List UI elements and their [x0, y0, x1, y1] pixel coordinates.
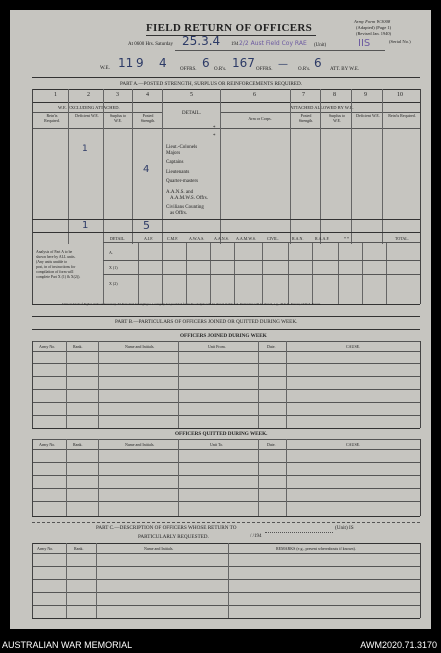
grid-line: [98, 341, 99, 428]
analysis-header: * *: [344, 236, 349, 241]
analysis-row-label: X (2): [109, 281, 118, 286]
detail-item: Captains: [166, 160, 184, 165]
analysis-header-rule: [103, 242, 420, 243]
grid-line: [210, 242, 211, 304]
grid-line: [220, 89, 221, 244]
quitted-header: CAUSE.: [346, 442, 361, 447]
analysis-header: R.A.A.F.: [315, 236, 330, 241]
revised-label: (Revised Jan. 1940): [356, 31, 391, 36]
col-number: 8: [333, 92, 336, 98]
we-value: 11: [118, 56, 134, 70]
col-number: 7: [302, 92, 305, 98]
detail-item: as Offrs.: [170, 211, 188, 216]
col-number: 3: [116, 92, 119, 98]
partC-bottom-rule: [32, 618, 420, 619]
unit-label: (Unit): [314, 43, 327, 48]
grid-line: [162, 242, 163, 304]
partA-title: PART A.—POSTED STRENGTH, SURPLUS OR REINFORCEMENTS REQUIRED.: [120, 81, 302, 87]
grid-line: [132, 89, 133, 244]
grid-line: [138, 242, 139, 304]
analysis-note-line: shown here by ALL units.: [36, 255, 76, 259]
grid-line: [96, 543, 97, 618]
grid-line: [420, 439, 421, 516]
joined-header: Date.: [267, 344, 276, 349]
footer-left: AUSTRALIAN WAR MEMORIAL: [2, 640, 133, 650]
partC-date-blank: / /194: [250, 534, 262, 539]
offrs-value: 6: [202, 56, 210, 70]
detail-item: Majors: [166, 151, 181, 156]
sub-header: Surplus to W.E.: [328, 113, 346, 123]
hw-total-col2: 1: [82, 220, 89, 231]
grid-line: [420, 341, 421, 428]
grid-line: [312, 242, 313, 304]
quitted-title-rule: [32, 439, 420, 440]
sub-header: Deficient W.E.: [75, 113, 99, 118]
partC-row-rule: [32, 592, 420, 593]
year-suffix: 194: [231, 42, 239, 47]
joined-row-rule: [32, 363, 420, 364]
partC-title: PART C.—DESCRIPTION OF OFFICERS WHOSE RETURN TO: [96, 525, 237, 531]
detail-item: Lieutenants: [166, 170, 190, 175]
joined-bottom-rule: [32, 428, 420, 429]
grid-line: [32, 341, 33, 428]
grid-line: [66, 439, 67, 516]
grid-line: [68, 89, 69, 244]
analysis-row-label: X (1): [109, 265, 118, 270]
quitted-header-rule: [32, 449, 420, 450]
joined-header: Rank.: [73, 344, 83, 349]
quitted-header: Army No.: [39, 442, 56, 447]
analysis-note-line: post, in of instructions for: [36, 265, 76, 269]
partC-row-rule: [32, 566, 420, 567]
form-title: FIELD RETURN OF OFFICERS: [146, 22, 313, 34]
grid-line: [234, 242, 235, 304]
we-excluding-header: W.E. EXCLUDING ATTACHED.: [58, 105, 120, 110]
ors-label-2: O.R's.: [298, 67, 311, 72]
at-line-rule: [175, 50, 385, 51]
joined-row-rule: [32, 415, 420, 416]
detail-item: Civilians Counting: [166, 205, 204, 210]
asterisk-mark: *: [213, 126, 216, 131]
grid-line: [288, 242, 289, 304]
quitted-row-rule: [32, 501, 420, 502]
detail-item: A.A.N.S. and: [166, 190, 194, 195]
partC-header: Rank.: [74, 546, 84, 551]
grid-line: [258, 439, 259, 516]
col-number: 9: [364, 92, 367, 98]
grid-line: [103, 89, 104, 244]
joined-header: Unit From.: [208, 344, 226, 349]
partC-header-top-rule: [32, 543, 420, 544]
partC-unit-blank: [265, 532, 333, 533]
footnote: * Insert detail of higher ranks as necessary. ** Personnel belonging to a category not provided for in the analysis will be shown in this Col. Particulars will be shown, e.g., 20 U.K. Forces; 10 N.Z. Forces.: [62, 302, 322, 306]
serial-label: (Serial No.): [389, 39, 411, 44]
quitted-row-rule: [32, 462, 420, 463]
quitted-row-rule: [32, 488, 420, 489]
grid-line: [66, 341, 67, 428]
grid-line: [66, 543, 67, 618]
partA-top-rule: [32, 77, 420, 78]
analysis-header: A.A.N.S.: [214, 236, 229, 241]
grid-line: [351, 89, 352, 244]
analysis-row-rule: [103, 274, 420, 275]
quitted-header: Name and Initials.: [125, 442, 155, 447]
hw-col2-mark: 1: [82, 144, 88, 154]
grid-line: [32, 232, 33, 304]
grid-line: [162, 89, 163, 244]
grid-line: [32, 89, 33, 244]
col-number: 10: [397, 92, 403, 98]
grid-line: [32, 543, 33, 618]
grid-line: [32, 439, 33, 516]
grid-line: [98, 439, 99, 516]
grid-line: [320, 89, 321, 244]
offrs-value-2: —: [278, 59, 288, 70]
joined-row-rule: [32, 389, 420, 390]
grid-line: [338, 242, 339, 304]
sub-header: Surplus to W.E.: [109, 113, 127, 123]
quitted-header: Date.: [267, 442, 276, 447]
joined-header: Name and Initials.: [125, 344, 155, 349]
date-handwritten: 25.3.4: [182, 34, 221, 48]
analysis-note-line: complete Part X (1) & X(2)).: [36, 275, 81, 279]
partC-top-rule: [32, 522, 420, 523]
analysis-header: DETAIL.: [110, 236, 126, 241]
partC-unit-label: (Unit) IS: [335, 525, 354, 531]
partC-row-rule: [32, 605, 420, 606]
grid-line: [420, 89, 421, 244]
partC-header: Name and Initials.: [144, 546, 174, 551]
partC-row-rule: [32, 579, 420, 580]
grid-line: [228, 543, 229, 618]
sub-header: Deficient W.E.: [356, 113, 380, 118]
analysis-note-line: Analysis of Part A to be: [36, 250, 73, 254]
ors-value: 167: [232, 56, 255, 70]
partB-title: PART B.—PARTICULARS OF OFFICERS JOINED OR QUITTED DURING WEEK.: [115, 319, 298, 325]
we-label: W.E.: [100, 66, 110, 71]
grid-line: [286, 439, 287, 516]
partC-header: REMARKS (e.g., present whereabouts if known).: [276, 546, 356, 551]
analysis-header: A.W.A.S.: [189, 236, 205, 241]
we-value-2: 9: [136, 56, 144, 70]
sub-header: Posted Strength.: [298, 113, 314, 123]
analysis-note-line: (Any units unable to: [36, 260, 68, 264]
quitted-header: Unit To.: [210, 442, 224, 447]
detail-item: A.A.M.W.S. Offrs.: [170, 196, 208, 201]
analysis-header: C.M.F.: [167, 236, 179, 241]
form-page: [10, 10, 431, 629]
grid-line: [186, 242, 187, 304]
att-label: ATT. BY W.E.: [330, 67, 360, 72]
col-number: 6: [253, 92, 256, 98]
analysis-note-line: compilation of form will: [36, 270, 74, 274]
analysis-header: TOTAL.: [395, 236, 409, 241]
grid-line: [262, 242, 263, 304]
detail-item: Quarter-masters: [166, 179, 199, 184]
joined-title: OFFICERS JOINED DURING WEEK: [180, 333, 267, 339]
we-value-3: 4: [159, 56, 167, 70]
analysis-header: CIVIL.: [267, 236, 279, 241]
grid-line: [103, 242, 104, 304]
joined-row-rule: [32, 376, 420, 377]
partC-header-rule: [32, 553, 420, 554]
grid-line: [420, 232, 421, 304]
ors-label: O.R's.: [214, 67, 227, 72]
analysis-top-rule: [32, 232, 420, 233]
attached-allowed-header: ATTACHED ALLOWED BY W.E.: [290, 105, 354, 110]
grid-line: [386, 242, 387, 304]
partB-top-rule: [32, 316, 420, 317]
grid-line: [362, 242, 363, 304]
quitted-title: OFFICERS QUITTED DURING WEEK.: [175, 431, 268, 437]
unit-stamp: 2/2 Aust Field Coy RAE: [239, 40, 307, 47]
asterisk-mark: *: [213, 134, 216, 139]
adapted-label: (Adapted) (Page 1): [356, 25, 392, 30]
analysis-row-rule: [103, 260, 420, 261]
sub-header: Posted Strength.: [140, 113, 156, 123]
sub-header: Rein'ts Required.: [44, 113, 60, 123]
partB-title-rule: [32, 329, 420, 330]
grid-line: [258, 341, 259, 428]
title-underline: [146, 35, 316, 36]
joined-header-rule: [32, 351, 420, 352]
totals-rule: [32, 219, 420, 220]
ors-value-2: 6: [314, 56, 322, 70]
grid-line: [286, 341, 287, 428]
quitted-bottom-rule: [32, 516, 420, 517]
footer-right: AWM2020.71.3170: [360, 640, 437, 650]
army-form-label: Army Form W.3008: [354, 19, 391, 24]
col-numbers-rule: [32, 102, 420, 103]
col-number: 2: [87, 92, 90, 98]
col-number: 5: [190, 92, 193, 98]
subheader-rule: [32, 128, 420, 129]
joined-title-rule: [32, 341, 420, 342]
at-line-prefix: At 0600 Hrs. Saturday: [128, 42, 173, 47]
analysis-row-label: A.: [109, 250, 113, 255]
analysis-header: R.A.N.: [292, 236, 304, 241]
sub-header: Rein'ts Required.: [388, 113, 416, 118]
quitted-row-rule: [32, 475, 420, 476]
partC-particularly: PARTICULARLY REQUESTED.: [138, 534, 209, 540]
grid-line: [178, 439, 179, 516]
quitted-header: Rank.: [73, 442, 83, 447]
detail-item: Lieut.-Colonels: [166, 145, 198, 150]
joined-header: Army No.: [39, 344, 56, 349]
col-number: 1: [54, 92, 57, 98]
col-number: 4: [146, 92, 149, 98]
unit-handwritten: IIS: [358, 38, 371, 49]
hw-col4-mark: 4: [143, 164, 150, 175]
detail-header: DETAIL.: [182, 111, 201, 116]
analysis-header: A.A.M.W.S.: [236, 236, 256, 241]
offrs-label: OFFRS.: [180, 67, 197, 72]
sub-header: Arm or Corps.: [248, 116, 272, 121]
hw-total-col4: 5: [143, 219, 150, 232]
grid-line: [290, 89, 291, 244]
partC-header: Army No.: [37, 546, 54, 551]
partA-title-rule: [32, 89, 420, 90]
joined-header: CAUSE.: [346, 344, 361, 349]
joined-row-rule: [32, 402, 420, 403]
grid-line: [420, 543, 421, 618]
grid-line: [178, 341, 179, 428]
offrs-label-2: OFFRS.: [256, 67, 273, 72]
analysis-header: A.I.F.: [144, 236, 154, 241]
grid-line: [382, 89, 383, 244]
